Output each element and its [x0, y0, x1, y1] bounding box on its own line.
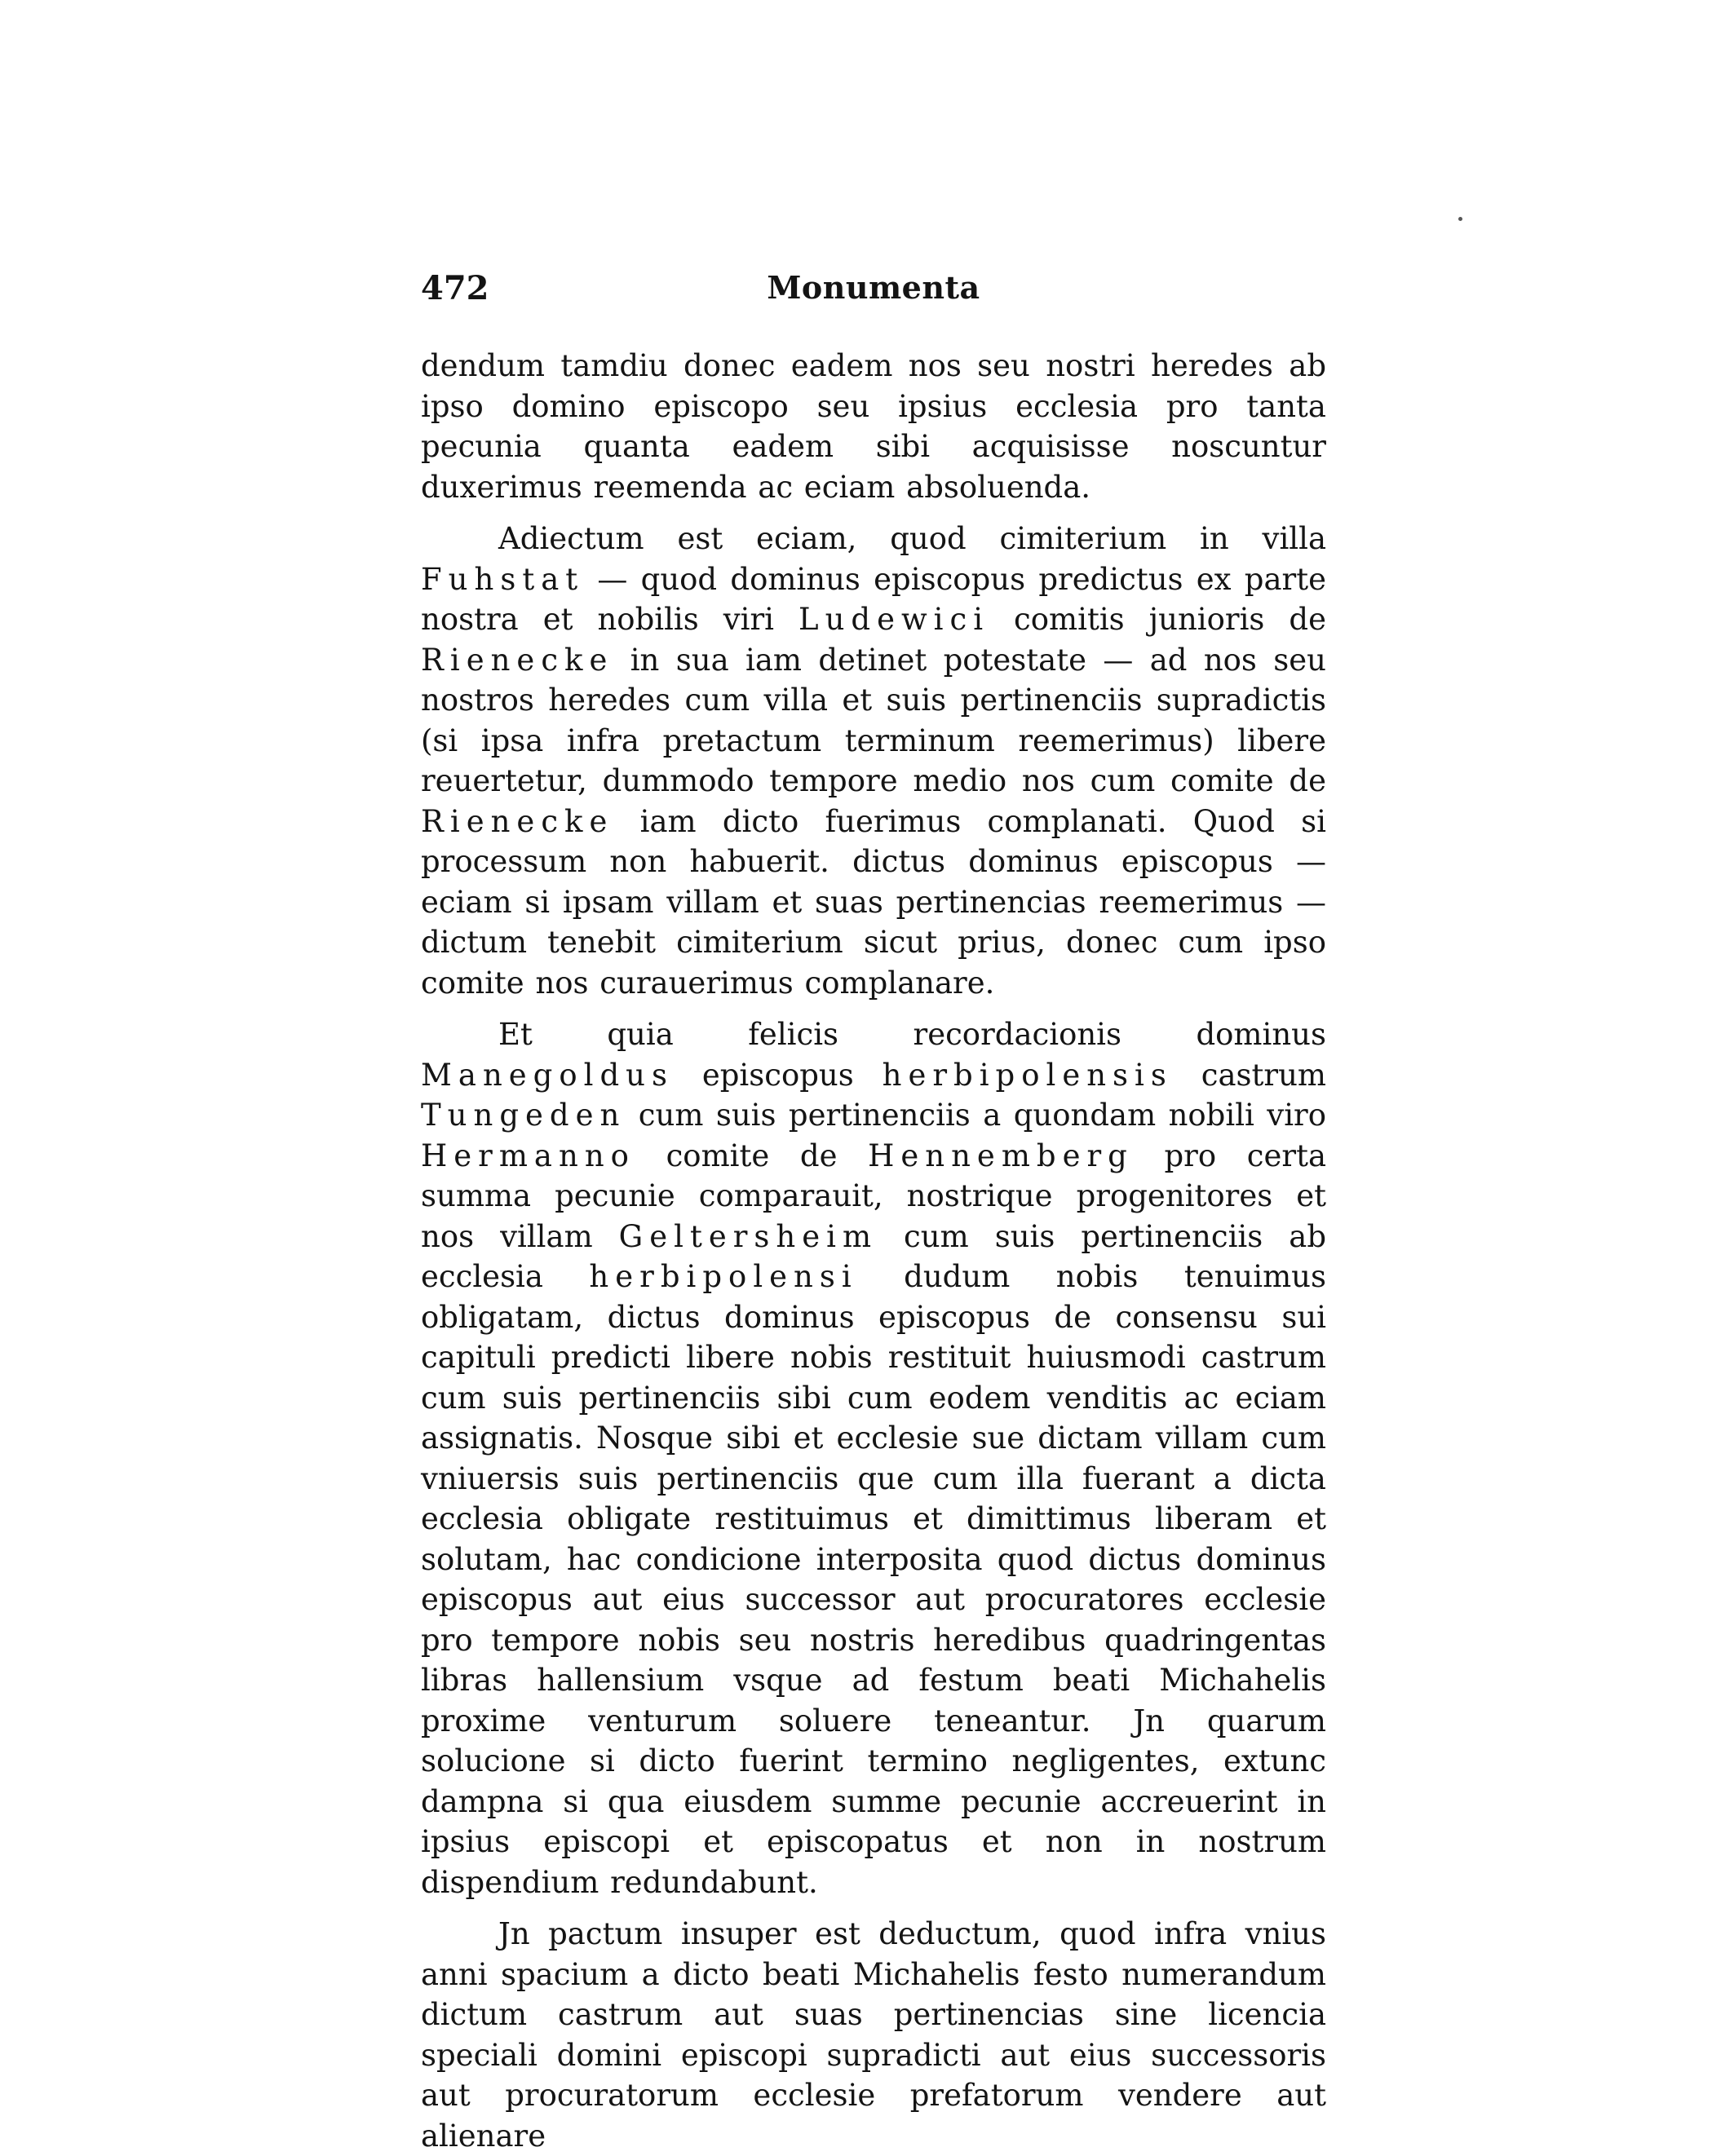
text-run: cum suis pertinenciis ab ecclesia: [421, 1218, 1327, 1294]
place-name: Hennemberg: [868, 1138, 1134, 1173]
paragraph-continuation: [421, 346, 1326, 507]
person-name: Hermanno: [421, 1138, 635, 1173]
paragraph-pactum: [421, 1914, 1326, 2156]
body-text: [421, 346, 1326, 2156]
text-run: Adiectum est eciam, quod cimiterium in villa: [498, 521, 1326, 556]
paragraph-cimiterium: [421, 519, 1326, 1003]
text-run: dudum nobis tenuimus obligatam, dictus dominus episcopus de consensu sui capituli predicti libere nobis restituit huiusmodi castrum cum suis pertinenciis sibi cum eodem venditis ac eciam assignatis. Nosque sibi et ecclesie sue dictam villam cum vniuersis suis pertinenciis que cum illa fuerant a dicta ecclesia obligate restituimus et dimittimus liberam et solutam, hac condicione interposita quod dictus dominus episcopus aut eius successor aut procuratores ecclesie pro tempore nobis seu nostris heredibus quadringentas libras hallensium vsque ad festum beati Michahelis proxime venturum soluere teneantur. Jn quarum solucione si dicto fuerint termino negligentes, extunc dampna si qua eiusdem summe pecunie accreuerint in ipsius episcopi et episcopatus et non in nostrum dispendium redundabunt.: [421, 1259, 1326, 1900]
person-name: Manegoldus: [421, 1057, 674, 1093]
text-run: Et quia felicis recordacionis dominus: [498, 1017, 1326, 1052]
text-run: — quod dominus episcopus predictus ex parte nostra et nobilis viri: [421, 561, 1326, 637]
text-run: iam dicto fuerimus complanati. Quod si processum non habuerit. dictus dominus episcopus — eciam si ipsam villam et suas pertinencias reemerimus — dictum tenebit cimiterium sicut prius, donec cum ipso comite nos curauerimus complanare.: [421, 803, 1326, 1001]
text-run: episcopus: [673, 1057, 883, 1093]
text-run: comitis junioris de: [989, 602, 1326, 637]
place-name: Rienecke: [421, 642, 614, 678]
place-name: herbipolensis: [882, 1057, 1173, 1093]
text-run: in sua iam detinet potestate — ad nos seu nostros heredes cum villa et suis pertinenciis supradictis (si ipsa infra pretactum terminum reemerimus) libere reuertetur, dummodo tempore medio nos cum comite de: [421, 642, 1326, 798]
text-run: pro certa summa pecunie comparauit, nostrique progenitores et nos villam: [421, 1138, 1327, 1254]
place-name: herbipolensi: [589, 1259, 858, 1294]
running-title: Monumenta: [767, 269, 980, 306]
text-run: Jn pactum insuper est deductum, quod infra vnius anni spacium a dicto beati Michahelis festo numerandum dictum castrum aut suas pertinencias sine licencia speciali domini episcopi supradicti aut eius successoris aut procuratorum ecclesie prefatorum vendere aut alienare: [421, 1916, 1326, 2154]
page-number: 472: [421, 269, 489, 307]
person-name: Ludewici: [798, 602, 990, 637]
text-run: comite de: [635, 1138, 869, 1173]
paragraph-castrum: [421, 1014, 1326, 1902]
place-name: Fuhstat: [421, 561, 585, 597]
page-header: [421, 269, 1326, 310]
text-run: dendum tamdiu donec eadem nos seu nostri heredes ab ipso domino episcopo seu ipsius ecclesia pro tanta pecunia quanta eadem sibi acquisisse noscuntur duxerimus reemenda ac eciam absoluenda.: [421, 348, 1326, 505]
scan-speck: [1458, 217, 1462, 221]
text-run: castrum: [1172, 1057, 1326, 1093]
place-name: Geltersheim: [618, 1218, 878, 1254]
place-name: Tungeden: [421, 1098, 626, 1133]
place-name: Rienecke: [421, 803, 614, 839]
text-run: cum suis pertinenciis a quondam nobili viro: [626, 1098, 1326, 1133]
